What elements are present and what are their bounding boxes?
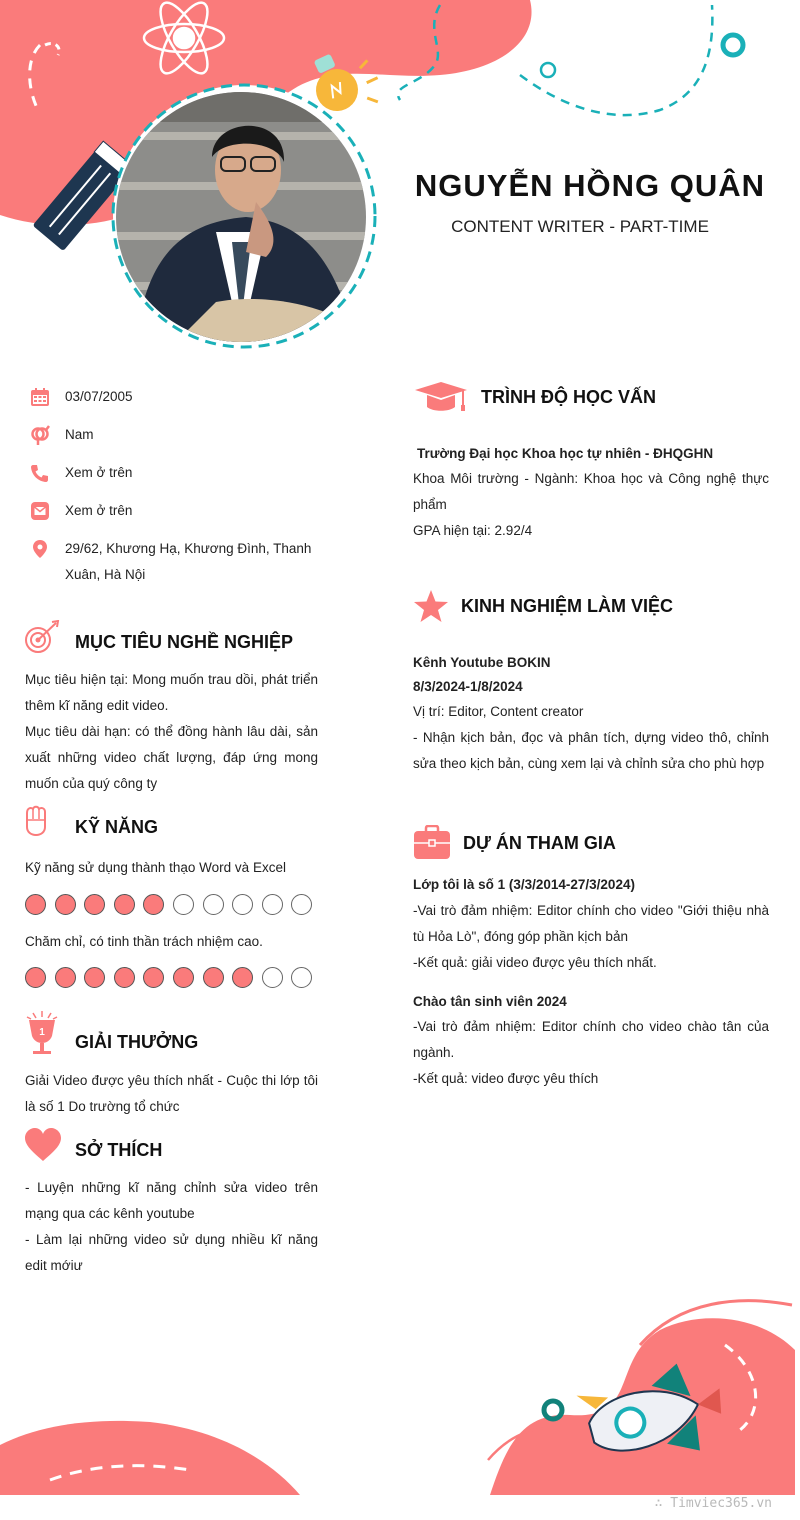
rating-dot-filled [143, 894, 164, 915]
contact-gender-text: Nam [65, 427, 94, 442]
rating-dot-empty [203, 894, 224, 915]
experience-period: 8/3/2024-1/8/2024 [413, 679, 523, 694]
target-icon [22, 620, 60, 656]
contact-gender [30, 422, 330, 448]
education-major: Khoa Môi trường - Ngành: Khoa học và Công nghệ thực phẩm [413, 471, 769, 512]
education-school: Trường Đại học Khoa học tự nhiên - ĐHQGHN [417, 446, 714, 461]
contact-email-text: Xem ở trên [65, 503, 133, 518]
education-title: TRÌNH ĐỘ HỌC VẤN [481, 387, 656, 407]
watermark: ∴ Timviec365.vn [654, 1496, 772, 1511]
awards-title: GIẢI THƯỞNG [75, 1032, 199, 1052]
job-title: CONTENT WRITER - PART-TIME [451, 217, 709, 236]
rating-dot-filled [55, 894, 76, 915]
contact-address-text: 29/62, Khương Hạ, Khương Đình, Thanh Xuân, Hà Nội [65, 541, 312, 582]
rating-dot-filled [114, 894, 135, 915]
rating-dot-filled [55, 967, 76, 988]
star-icon [413, 589, 449, 623]
experience-company: Kênh Youtube BOKIN [413, 655, 551, 670]
skill-name-1: Kỹ năng sử dụng thành thạo Word và Excel [25, 860, 286, 875]
trophy-icon [24, 1010, 60, 1056]
awards-text: Giải Video được yêu thích nhất - Cuộc thi lớp tôi là số 1 Do trường tổ chức [25, 1073, 318, 1114]
email-icon [30, 501, 50, 521]
heart-icon [24, 1128, 62, 1162]
contact-dob [30, 384, 330, 410]
skill-name-2: Chăm chỉ, có tinh thần trách nhiệm cao. [25, 934, 263, 949]
rating-dot-filled [232, 967, 253, 988]
contact-phone [30, 460, 330, 486]
briefcase-icon [413, 825, 451, 861]
hobby-line-1: - Luyện những kĩ năng chỉnh sửa video trên mạng qua các kênh youtube [25, 1180, 318, 1221]
hobby-line-2: - Làm lại những video sử dụng nhiều kĩ năng edit mớiư [25, 1232, 318, 1273]
experience-title: KINH NGHIỆM LÀM VIỆC [461, 596, 674, 616]
contact-dob-text: 03/07/2005 [65, 389, 133, 404]
experience-position: Vị trí: Editor, Content creator [413, 704, 584, 719]
rating-dot-empty [262, 967, 283, 988]
rating-dot-filled [173, 967, 194, 988]
project-2-name: Chào tân sinh viên 2024 [413, 994, 567, 1009]
fist-icon [24, 805, 48, 837]
rating-dot-empty [232, 894, 253, 915]
gender-icon [30, 425, 50, 445]
objective-line-2: Mục tiêu dài hạn: có thể đồng hành lâu dài, sản xuất những video chất lượng, đáp ứng mong muốn của quý công ty [25, 724, 318, 791]
contact-address [30, 536, 330, 588]
rating-dot-empty [262, 894, 283, 915]
contact-phone-text: Xem ở trên [65, 465, 133, 480]
profile-photo [116, 92, 366, 342]
rating-dot-filled [114, 967, 135, 988]
skill-rating-2 [25, 967, 312, 988]
rating-dot-filled [84, 967, 105, 988]
objective-title: MỤC TIÊU NGHỀ NGHIỆP [75, 632, 294, 652]
rating-dot-filled [203, 967, 224, 988]
skill-rating-1 [25, 894, 312, 915]
project-2-role: -Vai trò đảm nhiệm: Editor chính cho video chào tân của ngành. [413, 1019, 769, 1060]
candidate-name: NGUYỄN HỒNG QUÂN [414, 168, 766, 203]
skills-title: KỸ NĂNG [75, 817, 159, 837]
project-2-result: -Kết quả: video được yêu thích [413, 1071, 599, 1086]
rating-dot-filled [84, 894, 105, 915]
project-1-result: -Kết quả: giải video được yêu thích nhất. [413, 955, 657, 970]
education-gpa: GPA hiện tại: 2.92/4 [413, 523, 533, 538]
experience-description: - Nhận kịch bản, đọc và phân tích, dựng video thô, chỉnh sửa theo kịch bản, cùng xem lại và chỉnh sửa cho phù hợp [413, 730, 769, 771]
rating-dot-filled [143, 967, 164, 988]
rating-dot-filled [25, 894, 46, 915]
project-1-name: Lớp tôi là số 1 (3/3/2014-27/3/2024) [413, 877, 635, 892]
location-pin-icon [30, 539, 50, 559]
objective-line-1: Mục tiêu hiện tại: Mong muốn trau dồi, phát triển thêm kĩ năng edit video. [25, 672, 318, 713]
calendar-icon [30, 387, 50, 407]
rating-dot-empty [291, 967, 312, 988]
rating-dot-empty [291, 894, 312, 915]
graduation-cap-icon [413, 380, 469, 414]
rating-dot-filled [25, 967, 46, 988]
phone-icon [30, 463, 50, 483]
project-1-role: -Vai trò đảm nhiệm: Editor chính cho video "Giới thiệu nhà tù Hỏa Lò", đóng góp phần kịch bản [413, 903, 769, 944]
projects-title: DỰ ÁN THAM GIA [463, 833, 616, 853]
contact-email [30, 498, 330, 524]
rating-dot-empty [173, 894, 194, 915]
svg-text:1: 1 [39, 1027, 45, 1038]
hobbies-title: SỞ THÍCH [75, 1140, 163, 1160]
